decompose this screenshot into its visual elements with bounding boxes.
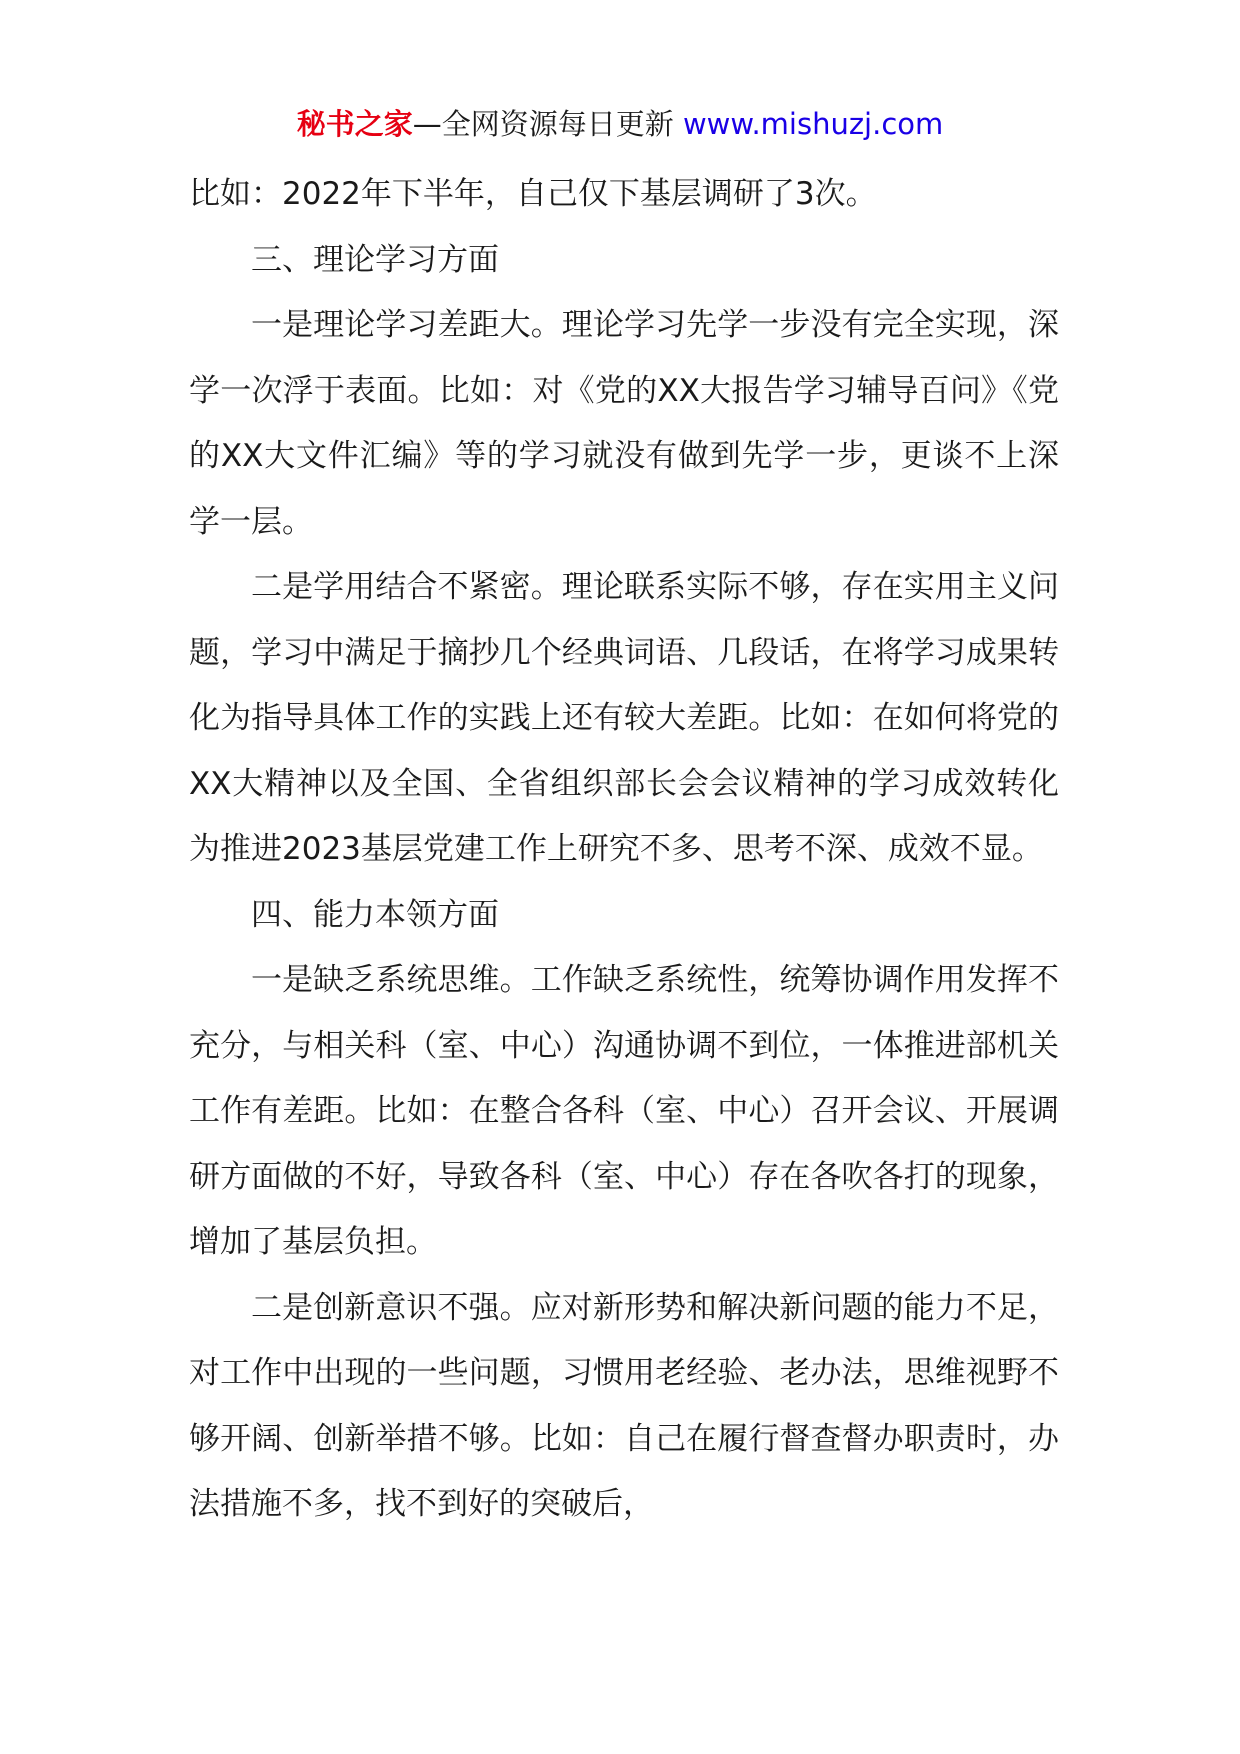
section-heading-ability: 四、能力本领方面 bbox=[251, 896, 499, 933]
site-tagline: —全网资源每日更新 bbox=[412, 107, 674, 141]
site-brand: 秘书之家 bbox=[296, 107, 413, 141]
paragraph: 二是创新意识不强。应对新形势和解决新问题的能力不足，对工作中出现的一些问题，习惯用老经验、老办法，思维视野不够开阔、创新举措不够。比如：自己在履行督查督办职责时，办法措施不多，找不到好的突破后， bbox=[189, 1289, 1059, 1522]
section-heading-theory-study: 三、理论学习方面 bbox=[251, 241, 499, 278]
document-body bbox=[189, 162, 1059, 1538]
site-header bbox=[0, 100, 1240, 148]
paragraph: 一是缺乏系统思维。工作缺乏系统性，统筹协调作用发挥不充分，与相关科（室、中心）沟通协调不到位，一体推进部机关工作有差距。比如：在整合各科（室、中心）召开会议、开展调研方面做的不好，导致各科（室、中心）存在各吹各打的现象，增加了基层负担。 bbox=[189, 962, 1059, 1260]
paragraph: 二是学用结合不紧密。理论联系实际不够，存在实用主义问题，学习中满足于摘抄几个经典词语、几段话，在将学习成果转化为指导具体工作的实践上还有较大差距。比如：在如何将党的XX大精神以及全国、全省组织部长会会议精神的学习成效转化为推进2023基层党建工作上研究不多、思考不深、成效不显。 bbox=[189, 569, 1059, 867]
paragraph: 一是理论学习差距大。理论学习先学一步没有完全实现，深学一次浮于表面。比如：对《党的XX大报告学习辅导百问》《党的XX大文件汇编》等的学习就没有做到先学一步，更谈不上深学一层。 bbox=[189, 307, 1059, 540]
site-url-link[interactable]: www.mishuzj.com bbox=[682, 107, 944, 141]
paragraph-continuation: 比如：2022年下半年，自己仅下基层调研了3次。 bbox=[189, 176, 877, 212]
